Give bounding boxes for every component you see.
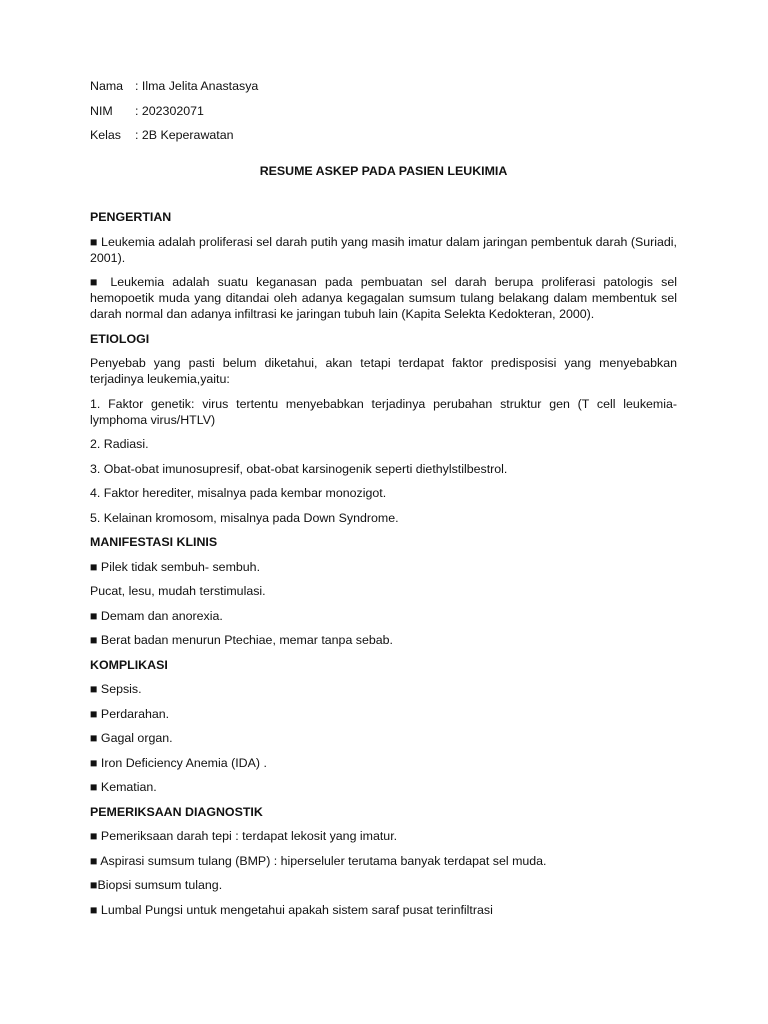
- list-item: ■ Pemeriksaan darah tepi : terdapat lekosit yang imatur.: [90, 829, 398, 843]
- document-title: RESUME ASKEP PADA PASIEN LEUKIMIA: [259, 164, 508, 178]
- list-item: ■ Lumbal Pungsi untuk mengetahui apakah sistem saraf pusat terinfiltrasi: [90, 902, 493, 917]
- list-item: ■ Sepsis.: [90, 682, 142, 696]
- section-heading-etiologi: ETIOLOGI: [90, 331, 150, 346]
- list-item: 1. Faktor genetik: virus tertentu menyebabkan terjadinya perubahan struktur gen (T cell leukemia-lymphoma virus/HTLV): [90, 396, 677, 427]
- identity-label: Kelas: [90, 128, 121, 142]
- list-item: 2. Radiasi.: [90, 437, 149, 451]
- identity-row-nim: [90, 103, 677, 119]
- list-item: ■ Gagal organ.: [90, 731, 173, 745]
- document-content: [90, 78, 677, 926]
- list-item: ■ Berat badan menurun Ptechiae, memar tanpa sebab.: [90, 633, 393, 647]
- paragraph: Penyebab yang pasti belum diketahui, akan tetapi terdapat faktor predisposisi yang menyebabkan terjadinya leukemia,yaitu:: [90, 356, 677, 386]
- list-item: 5. Kelainan kromosom, misalnya pada Down Syndrome.: [90, 510, 399, 525]
- identity-label: Nama: [90, 79, 124, 93]
- list-item: 3. Obat-obat imunosupresif, obat-obat karsinogenik seperti diethylstilbestrol.: [90, 461, 508, 476]
- identity-row-kelas: [90, 127, 677, 143]
- section-heading-manifestasi-klinis: MANIFESTASI KLINIS: [90, 535, 218, 549]
- list-item: ■Biopsi sumsum tulang.: [90, 878, 223, 892]
- section-heading-pengertian: PENGERTIAN: [90, 210, 172, 224]
- list-item: ■ Pilek tidak sembuh- sembuh.: [90, 559, 261, 574]
- section-heading-pemeriksaan-diagnostik: PEMERIKSAAN DIAGNOSTIK: [90, 804, 263, 819]
- list-item: 4. Faktor herediter, misalnya pada kembar monozigot.: [90, 486, 387, 500]
- list-item: ■ Perdarahan.: [90, 706, 170, 721]
- paragraph: ■ Leukemia adalah suatu keganasan pada pembuatan sel darah berupa proliferasi patologis sel hemopoetik muda yang ditandai oleh adanya kegagalan sumsum tulang belakang dalam membentuk sel darah normal dan adanya infiltrasi ke jaringan tubuh lain (Kapita Selekta Kedokteran, 2000).: [90, 275, 677, 321]
- list-item: ■ Demam dan anorexia.: [90, 608, 223, 623]
- list-item: ■ Aspirasi sumsum tulang (BMP) : hiperseluler terutama banyak terdapat sel muda.: [90, 853, 547, 868]
- identity-label: NIM: [90, 103, 113, 118]
- list-item: ■ Kematian.: [90, 780, 157, 794]
- list-item: Pucat, lesu, mudah terstimulasi.: [90, 584, 266, 598]
- identity-value: : Ilma Jelita Anastasya: [135, 79, 259, 93]
- identity-row-nama: [90, 78, 677, 94]
- section-heading-komplikasi: KOMPLIKASI: [90, 657, 168, 672]
- paragraph: ■ Leukemia adalah proliferasi sel darah putih yang masih imatur dalam jaringan pembentuk darah (Suriadi, 2001).: [90, 234, 677, 265]
- list-item: ■ Iron Deficiency Anemia (IDA) .: [90, 755, 267, 770]
- identity-value: : 2B Keperawatan: [135, 128, 234, 142]
- identity-value: : 202302071: [135, 103, 204, 118]
